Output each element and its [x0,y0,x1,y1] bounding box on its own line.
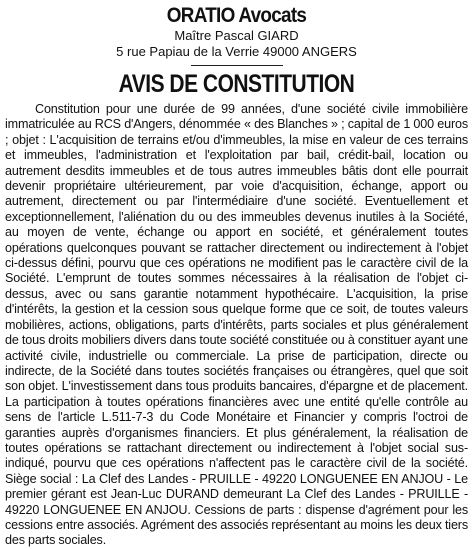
separator-rule [191,65,283,66]
notice-title: AVIS DE CONSTITUTION [118,70,355,98]
firm-address: 5 rue Papiau de la Verrie 49000 ANGERS [116,44,357,59]
notice-body: Constitution pour une durée de 99 années, d'une société civile immobilière immatriculée au RCS d'Angers, dénommée « des Blanches » ; capital de 1 000 euros ; objet : L'acquisition de terrains et/ou d'immeubles, la mise en valeur de ces terrains et immeubles, l'administration et l'exploitation par bail, crédit-bail, location ou autrement desdits immeubles et de tous autres immeubles bâtis dont elle pourrait devenir propriétaire ultérieurement, par voie d'acquisition, échange, apport ou autrement, directement ou par l'intermédiaire d'une société. Eventuellement et exceptionnellement, l'aliénation du ou des immeubles devenus inutiles à la Société, au moyen de vente, échange ou apport en société, et généralement toutes opérations quelconques pouvant se rattacher directement ou indirectement à l'objet ci-dessus défini, pourvu que ces opérations ne modifient pas le caractère civil de la Société. L'emprunt de toutes sommes nécessaires à la réalisation de l'objet ci-dessus, avec ou sans garantie notamment hypothécaire. L'acquisition, la prise d'intérêts, la gestion et la cession sous quelque forme que ce soit, de toutes valeurs mobilières, actions, obligations, parts d'intérêts, parts sociales et plus généralement de tous droits mobiliers divers dans toute société constituée ou à constituer ayant une activité civile, industrielle ou commerciale. La prise de participation, directe ou indirecte, de la Société dans toutes sociétés françaises ou étrangères, quel que soit son objet. L'investissement dans tous produits bancaires, d'épargne et de placement. La participation à toutes opérations financières avec une entité qu'elle contrôle au sens de l'article L.511-7-3 du Code Monétaire et Financier y compris l'octroi de garanties auprès d'organismes financiers. Et plus généralement, la réalisation de toutes opérations se rattachant directement ou indirectement à l'objet social sus-indiqué, pourvu que ces opérations n'affectent pas le caractère civil de la société. Siège social : La Clef des Landes - PRUILLE - 49220 LONGUENEE EN ANJOU - Le premier gérant est Jean-Luc DURAND demeurant La Clef des Landes - PRUILLE - 49220 LONGUENEE EN ANJOU. Cessions de parts : dispense d'agrément pour les cessions entre associés. Agrément des associés représentant au moins les deux tiers des parts sociales. [5,102,468,548]
firm-name: ORATIO Avocats [166,4,307,27]
lawyer-name: Maître Pascal GIARD [174,28,299,43]
